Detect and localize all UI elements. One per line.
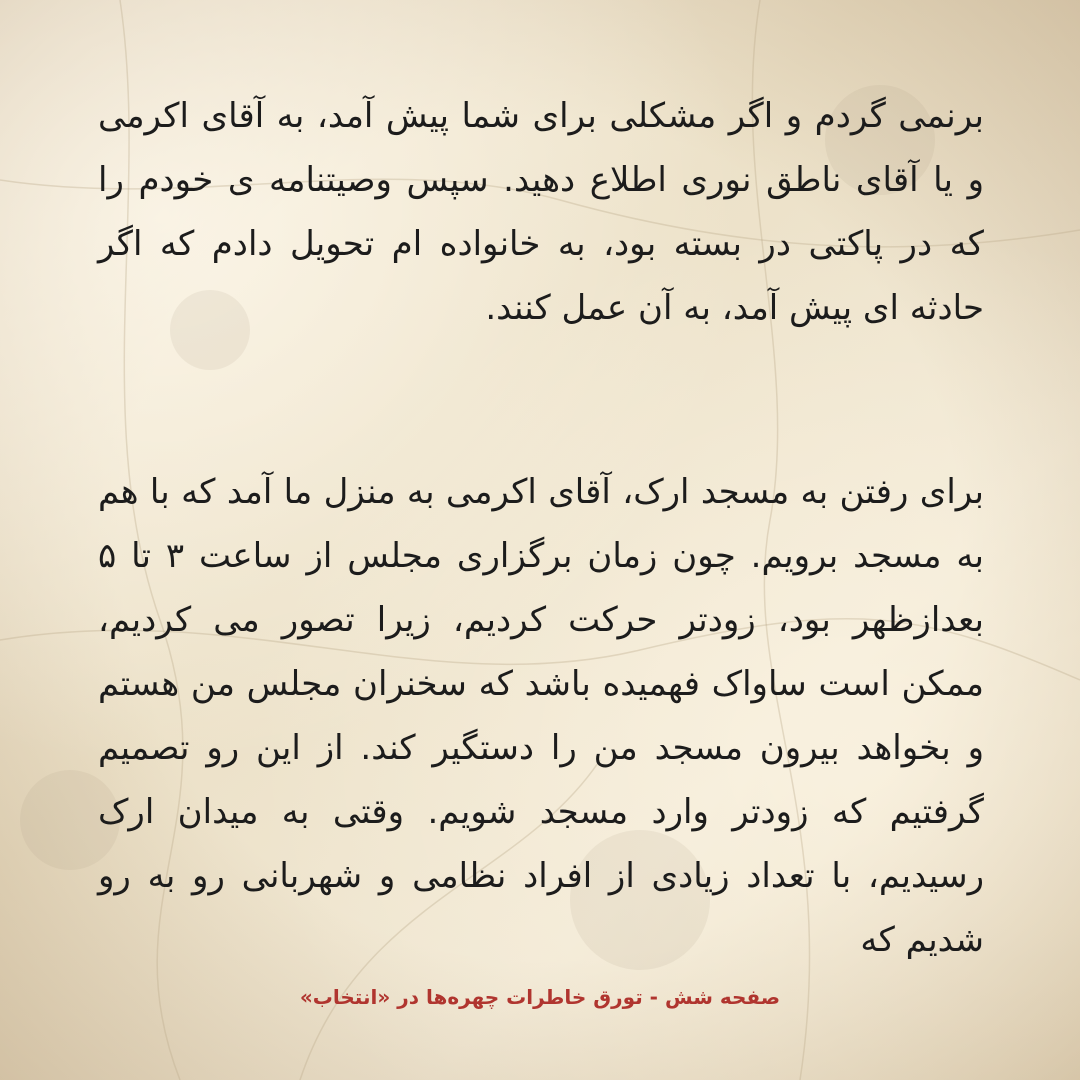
paragraph-1: برنمی گردم و اگر مشکلی برای شما پیش آمد، به آقای اکرمی و یا آقای ناطق نوری اطلاع دهید. سپس وصیتنامه ی خودم را که در پاکتی در بسته بود، به خانواده ام تحویل دادم که اگر حادثه ای پیش آمد، به آن عمل کنند. — [98, 96, 984, 328]
footer-caption: صفحه شش - تورق خاطرات چهره‌ها در «انتخاب» — [299, 985, 781, 1009]
paragraph-2: برای رفتن به مسجد ارک، آقای اکرمی به منزل ما آمد که با هم به مسجد برویم. چون زمان برگزاری مجلس از ساعت ۳ تا ۵ بعدازظهر بود، زودتر حرکت کردیم، زیرا تصور می کردیم، ممکن است ساواک فهمیده باشد که سخنران مجلس من هستم و بخواهد بیرون مسجد من را دستگیر کند. از این رو تصمیم گرفتیم که زودتر وارد مسجد شویم. وقتی به میدان ارک رسیدیم، با تعداد زیادی از افراد نظامی و شهربانی رو به رو شدیم که — [98, 472, 985, 960]
